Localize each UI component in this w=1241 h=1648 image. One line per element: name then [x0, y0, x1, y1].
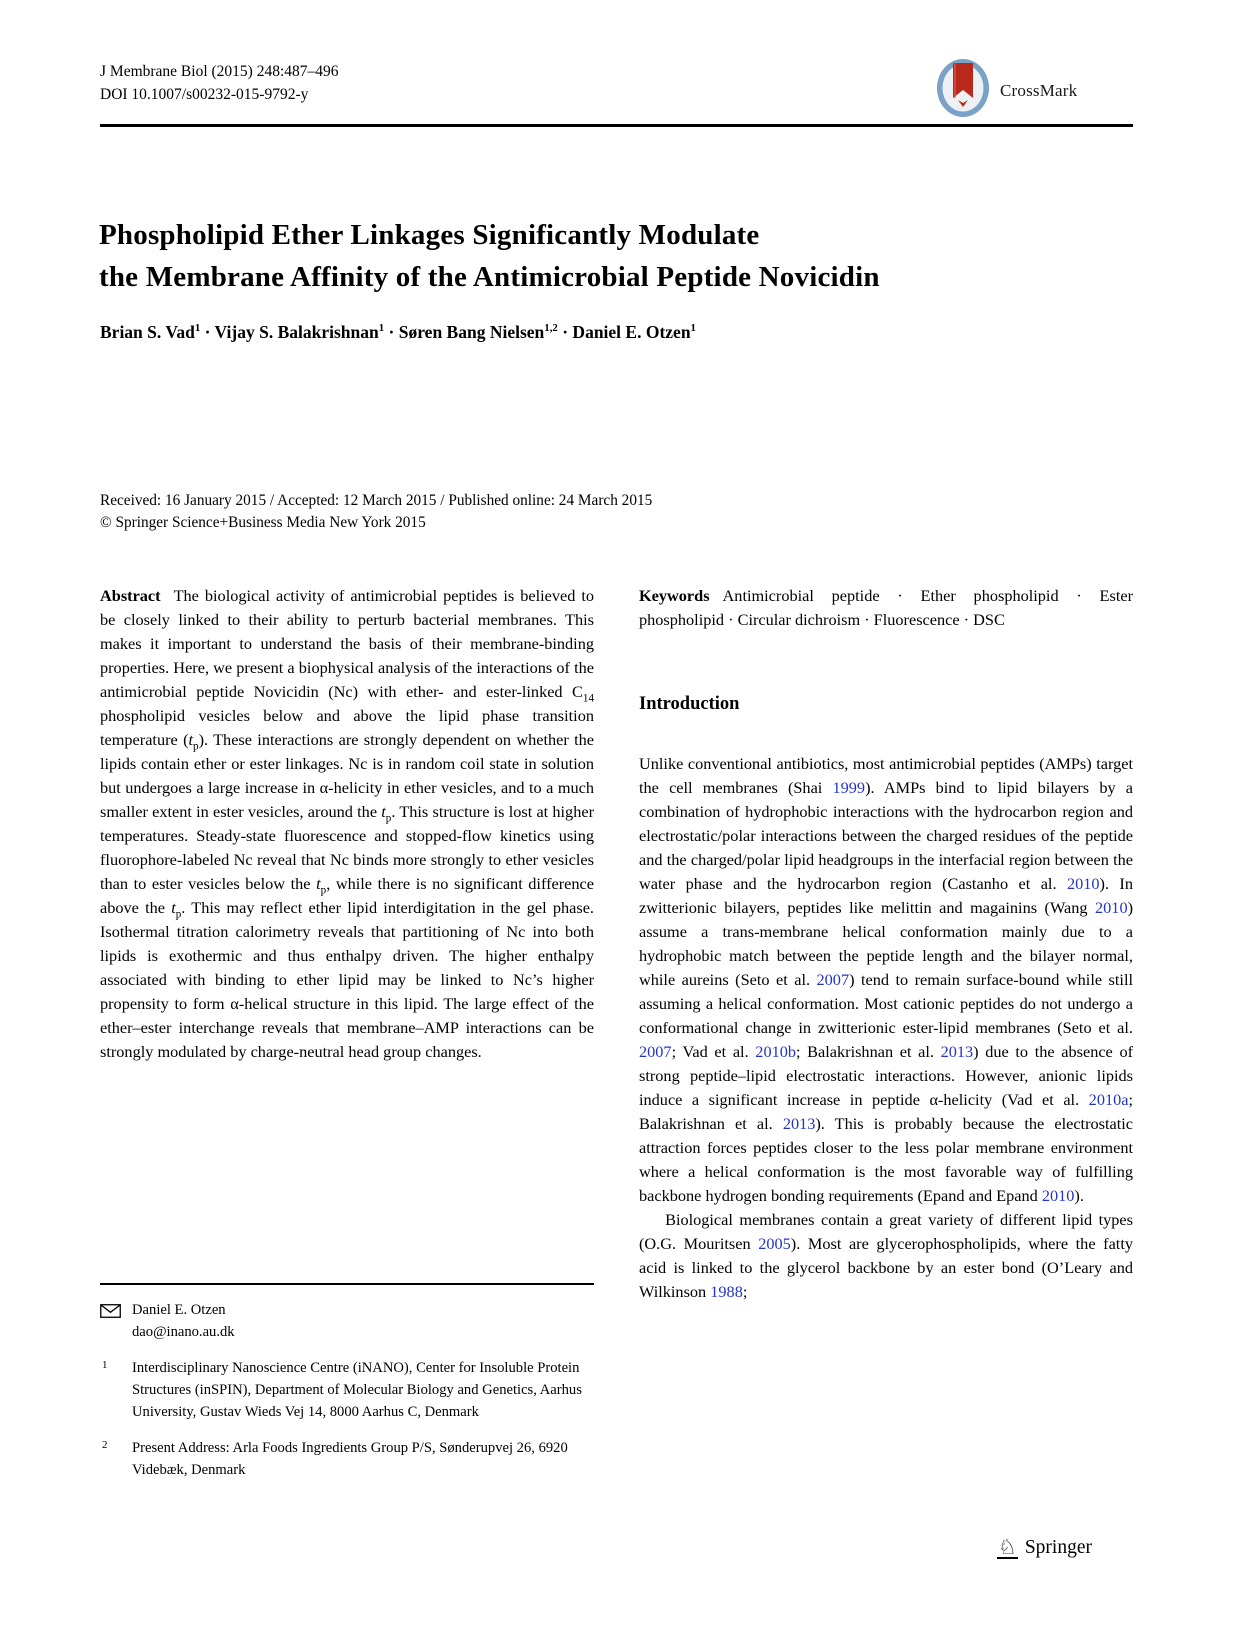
keywords-label: Keywords — [639, 586, 710, 605]
right-column — [639, 584, 1133, 1304]
header-rule — [100, 124, 1133, 127]
crossmark-icon — [936, 58, 990, 123]
citation-link[interactable]: 2010 — [1095, 898, 1128, 917]
affiliation-text: Present Address: Arla Foods Ingredients Group P/S, Sønderupvej 26, 6920 Videbæk, Denmark — [132, 1440, 568, 1478]
copyright-line: © Springer Science+Business Media New York 2015 — [100, 514, 426, 531]
citation-link[interactable]: 1988 — [710, 1282, 743, 1301]
article-title-line2: the Membrane Affinity of the Antimicrobial Peptide Novicidin — [99, 261, 880, 293]
publisher-logo — [997, 1537, 1092, 1559]
affiliation-text: Interdisciplinary Nanoscience Centre (iNANO), Center for Insoluble Protein Structures (inSPIN), Department of Molecular Biology and Genetics, Aarhus University, Gustav Wieds Vej 14, 8000 Aarhus C, Denmark — [132, 1360, 582, 1420]
citation-link[interactable]: 2007 — [816, 970, 850, 989]
citation-link[interactable]: 2010 — [1041, 1186, 1075, 1205]
citation-link[interactable]: 1999 — [832, 778, 866, 797]
received-line: Received: 16 January 2015 / Accepted: 12 March 2015 / Published online: 24 March 2015 — [100, 492, 653, 509]
affiliation-marker: 2 — [102, 1439, 108, 1451]
affiliation-marker: 1 — [102, 1359, 108, 1371]
springer-knight-icon: ♘ — [998, 1535, 1017, 1559]
article-title — [99, 214, 880, 298]
abstract-section — [100, 584, 594, 1064]
introduction-paragraph-2: Biological membranes contain a great variety of different lipid types (O.G. Mouritsen 2005). Most are glycerophospholipids, where the fatty acid is linked to the glycerol backbone by an ester bond (O’Leary and Wilkinson 1988; — [639, 1210, 1133, 1301]
citation-link[interactable]: 2010a — [1088, 1090, 1129, 1109]
publisher-label: Springer — [1024, 1537, 1092, 1558]
introduction-paragraph-1: Unlike conventional antibiotics, most antimicrobial peptides (AMPs) target the cell membranes (Shai 1999). AMPs bind to lipid bilayers by a combination of hydrophobic interactions with the hydrocarbon region and electrostatic/polar interactions between the charged residues of the peptide and the charged/polar lipid headgroups in the interfacial region between the water phase and the hydrocarbon region (Castanho et al. 2010). In zwitterionic bilayers, peptides like melittin and magainins (Wang 2010) assume a trans-membrane helical conformation mainly due to a hydrophobic match between the peptide length and the bilayer normal, while aureins (Seto et al. 2007) tend to remain surface-bound while still assuming a helical conformation. Most cationic peptides do not undergo a conformational change in zwitterionic ester-lipid membranes (Seto et al. 2007; Vad et al. 2010b; Balakrishnan et al. 2013) due to the absence of strong peptide–lipid electrostatic interactions. However, anionic lipids induce a significant increase in peptide α-helicity (Vad et al. 2010a; Balakrishnan et al. 2013). This is probably because the electrostatic attraction forces peptides closer to the less polar membrane environment where a helical conformation is the most favorable way of fulfilling backbone hydrogen bonding requirements (Epand and Epand 2010). — [639, 754, 1134, 1205]
journal-header — [100, 60, 339, 106]
citation-link[interactable]: 2010 — [1066, 874, 1100, 893]
left-column — [100, 584, 594, 1304]
citation-link[interactable]: 2005 — [758, 1234, 791, 1253]
citation-link[interactable]: 2013 — [940, 1042, 974, 1061]
crossmark-label: CrossMark — [1000, 80, 1078, 100]
citation-link[interactable]: 2007 — [639, 1042, 672, 1061]
journal-ref: J Membrane Biol (2015) 248:487–496 — [100, 63, 339, 80]
keywords-text: Antimicrobial peptide · Ether phospholipid · Ester phospholipid · Circular dichroism · Fluorescence · DSC — [639, 586, 1133, 629]
correspondence-name: Daniel E. Otzen — [132, 1302, 226, 1318]
affiliation-item-2 — [100, 1437, 594, 1481]
doi: DOI 10.1007/s00232-015-9792-y — [100, 86, 309, 103]
publication-dates — [100, 490, 652, 534]
citation-link[interactable]: 2010b — [755, 1042, 796, 1061]
keywords-section — [639, 584, 1133, 632]
abstract-label: Abstract — [100, 586, 161, 605]
author-list: Brian S. Vad$^1$ · Vijay S. Balakrishnan$^1$ · Søren Bang Nielsen$^{1,2}$ · Daniel E. Otzen$^1$ — [100, 322, 696, 342]
footnote-divider — [100, 1283, 594, 1285]
abstract-text: The biological activity of antimicrobial peptides is believed to be closely linked to their ability to perturb bacterial membranes. This makes it important to understand the basis of their membrane-binding properties. Here, we present a biophysical analysis of the interactions of the antimicrobial peptide Novicidin (Nc) with ether- and ester-linked $C_{14}$ phospholipid vesicles below and above the lipid phase transition temperature $(t_p)$. These interactions are strongly dependent on whether the lipids contain ether or ester linkages. Nc is in random coil state in solution but undergoes a large increase in α-helicity in ether vesicles, and to a much smaller extent in ester vesicles, around the $t_p$. This structure is lost at higher temperatures. Steady-state fluorescence and stopped-flow kinetics using fluorophore-labeled Nc reveal that Nc binds more strongly to ether vesicles than to ester vesicles below the $t_p$, while there is no significant difference above the $t_p$. This may reflect ether lipid interdigitation in the gel phase. Isothermal titration calorimetry reveals that partitioning of Nc into both lipids is exothermic and thus enthalpy driven. The higher enthalpy associated with binding to ether lipid may be linked to Nc’s higher propensity to form α-helical structure in this lipid. The large effect of the ether–ester interchange reveals that membrane–AMP interactions can be strongly modulated by charge-neutral head group changes. — [100, 586, 594, 1061]
introduction-heading: Introduction — [639, 694, 740, 714]
affiliation-item-1 — [100, 1357, 594, 1423]
citation-link[interactable]: 2013 — [782, 1114, 816, 1133]
correspondence-email[interactable]: dao@inano.au.dk — [132, 1324, 235, 1340]
article-title-line1: Phospholipid Ether Linkages Significantly Modulate — [99, 219, 760, 251]
correspondence — [100, 1299, 594, 1343]
crossmark-badge[interactable] — [936, 58, 1077, 123]
envelope-icon — [100, 1303, 121, 1325]
footnote-block — [100, 1283, 594, 1481]
